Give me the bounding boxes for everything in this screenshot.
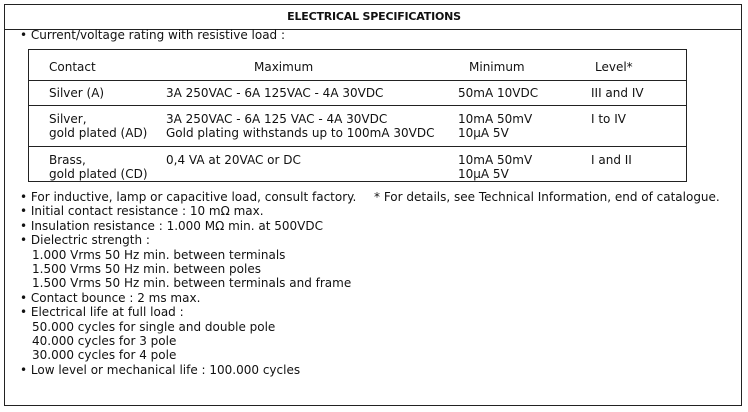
row1-level: III and IV (591, 86, 644, 100)
row2-minimum-line1: 10mA 50mV (458, 112, 533, 126)
row3-minimum-line1: 10mA 50mV (458, 153, 533, 167)
row1-maximum: 3A 250VAC - 6A 125VAC - 4A 30VDC (166, 86, 384, 100)
note-mechanical-life: • Low level or mechanical life : 100.000 cycles (20, 362, 301, 377)
row2-maximum-line1: 3A 250VAC - 6A 125 VAC - 4A 30VDC (166, 112, 388, 126)
row2-maximum-line2: Gold plating withstands up to 100mA 30VDC (166, 126, 435, 140)
row3-maximum: 0,4 VA at 20VAC or DC (166, 153, 301, 167)
row3-minimum-line2: 10µA 5V (458, 167, 509, 181)
note-inductive-load: • For inductive, lamp or capacitive load, consult factory. (20, 190, 357, 204)
spec-notes-list (20, 190, 356, 377)
row3-level: I and II (591, 153, 632, 167)
note-life-4-pole: 30.000 cycles for 4 pole (32, 348, 177, 363)
note-contact-resistance: • Initial contact resistance : 10 mΩ max. (20, 204, 264, 219)
row-divider (29, 105, 686, 106)
page-title: ELECTRICAL SPECIFICATIONS (287, 10, 461, 23)
note-dielectric-strength: • Dielectric strength : (20, 233, 150, 248)
note-electrical-life: • Electrical life at full load : (20, 305, 184, 320)
row2-contact-line1: Silver, (49, 112, 87, 126)
note-dielectric-poles: 1.500 Vrms 50 Hz min. between poles (32, 261, 261, 276)
row1-contact: Silver (A) (49, 86, 105, 100)
note-dielectric-frame: 1.500 Vrms 50 Hz min. between terminals and frame (32, 276, 352, 291)
header-minimum: Minimum (469, 60, 525, 74)
header-contact: Contact (49, 60, 96, 74)
footnote-details: * For details, see Technical Information, end of catalogue. (374, 190, 720, 204)
note-life-single-double: 50.000 cycles for single and double pole (32, 319, 276, 334)
row3-contact-line1: Brass, (49, 153, 86, 167)
row3-contact-line2: gold plated (CD) (49, 167, 148, 181)
row1-minimum: 50mA 10VDC (458, 86, 539, 100)
rating-table (28, 49, 687, 182)
header-maximum: Maximum (254, 60, 314, 74)
note-life-3-pole: 40.000 cycles for 3 pole (32, 333, 177, 348)
note-insulation-resistance: • Insulation resistance : 1.000 MΩ min. at 500VDC (20, 218, 323, 233)
row2-minimum-line2: 10µA 5V (458, 126, 509, 140)
note-dielectric-terminals: 1.000 Vrms 50 Hz min. between terminals (32, 247, 286, 262)
row2-contact-line2: gold plated (AD) (49, 126, 148, 140)
intro-text: • Current/voltage rating with resistive load : (20, 28, 286, 42)
row2-level: I to IV (591, 112, 626, 126)
row-divider (29, 80, 686, 81)
row-divider (29, 146, 686, 147)
header-level: Level* (595, 60, 633, 74)
note-contact-bounce: • Contact bounce : 2 ms max. (20, 290, 201, 305)
